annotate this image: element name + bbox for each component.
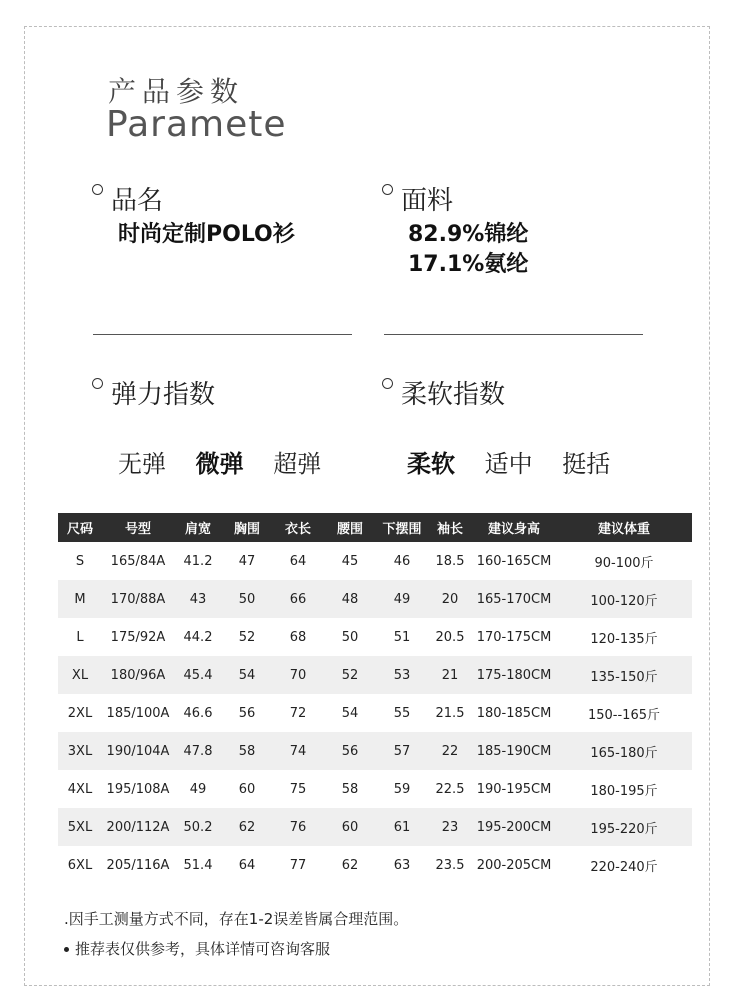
size-table-cell: 195-200CM: [472, 808, 556, 846]
fabric-value: 17.1%氨纶: [408, 252, 529, 277]
size-table-cell: 100-120斤: [556, 580, 692, 618]
page-title-en: Paramete: [106, 104, 287, 145]
size-table-cell: 75: [289, 781, 307, 797]
size-table-cell: 45.4: [174, 656, 222, 694]
size-table-cell: 77: [289, 857, 307, 873]
size-table-cell: 62: [222, 808, 272, 846]
size-table-cell: 68: [289, 629, 307, 645]
size-table-row: [58, 846, 692, 884]
size-table-cell: 22.5: [435, 781, 465, 797]
column-header: 建议身高: [472, 513, 556, 542]
size-table-cell: 21.5: [435, 705, 465, 721]
size-table-row: [58, 656, 692, 694]
size-table-cell: M: [58, 580, 102, 618]
size-table-cell: 56: [324, 732, 376, 770]
size-table-row: [58, 770, 692, 808]
size-table-cell: 200/112A: [102, 808, 174, 846]
circle-bullet-icon: [382, 378, 393, 389]
size-table-cell: 61: [376, 808, 428, 846]
size-table-cell: 45: [341, 553, 359, 569]
column-header: 号型: [102, 513, 174, 542]
size-table-cell: 175/92A: [110, 629, 166, 645]
elasticity-option-selected: 微弹: [195, 450, 244, 478]
size-table-cell: 49: [376, 580, 428, 618]
size-table-cell: 44.2: [183, 629, 213, 645]
spec-name-label: 品名: [111, 186, 164, 216]
note-reference: [64, 938, 330, 959]
size-table-cell: 64: [238, 857, 256, 873]
size-table-cell: 56: [238, 705, 256, 721]
size-table-cell: 135-150斤: [556, 656, 692, 694]
divider: [93, 334, 352, 335]
size-table-cell: 23.5: [435, 857, 465, 873]
size-table-cell: 185/100A: [106, 705, 170, 721]
size-table-cell: 72: [289, 705, 307, 721]
size-table-cell: 180-195斤: [590, 783, 658, 799]
size-table-cell: 3XL: [58, 732, 102, 770]
spec-name-value: 时尚定制POLO衫: [118, 222, 295, 247]
spec-softness: [382, 374, 505, 411]
size-table-cell: 57: [376, 732, 428, 770]
size-table-cell: 180/96A: [102, 656, 174, 694]
spec-fabric-values: [408, 220, 528, 280]
size-table-cell: 5XL: [58, 808, 102, 846]
size-table-cell: 220-240斤: [590, 859, 658, 875]
page-title-cn: 产品参数: [108, 75, 245, 108]
spec-name: [92, 180, 163, 217]
size-table-cell: 47.8: [174, 732, 222, 770]
size-table: [58, 513, 692, 884]
column-header: 尺码: [58, 513, 102, 542]
size-table-row: [58, 580, 692, 618]
size-table-cell: 23: [428, 808, 472, 846]
note-measurement: .因手工测量方式不同，存在1-2误差皆属合理范围。: [64, 910, 409, 928]
column-header: 腰围: [324, 513, 376, 542]
size-table-cell: 46: [393, 553, 411, 569]
size-table-cell: 20.5: [435, 629, 465, 645]
size-table-cell: 50.2: [174, 808, 222, 846]
column-header: 建议体重: [556, 513, 692, 542]
size-table-cell: 49: [189, 781, 207, 797]
circle-bullet-icon: [92, 378, 103, 389]
size-table-cell: 55: [393, 705, 411, 721]
circle-bullet-icon: [92, 184, 103, 195]
spec-elasticity: [92, 374, 215, 411]
size-table-cell: XL: [58, 656, 102, 694]
size-table-cell: 50: [222, 580, 272, 618]
size-table-cell: 2XL: [67, 705, 93, 721]
elasticity-option: 无弹: [118, 450, 166, 478]
size-table-cell: 205/116A: [106, 857, 170, 873]
size-table-cell: 195/108A: [106, 781, 170, 797]
size-table-cell: 53: [376, 656, 428, 694]
size-table-cell: 54: [222, 656, 272, 694]
size-table-cell: 165-180斤: [556, 732, 692, 770]
size-table-cell: 46.6: [183, 705, 213, 721]
elasticity-option: 超弹: [273, 450, 322, 478]
size-table-cell: 50: [341, 629, 359, 645]
size-table-cell: 120-135斤: [590, 631, 658, 647]
softness-option-selected: 柔软: [407, 450, 455, 478]
size-table-cell: 64: [289, 553, 307, 569]
spec-fabric: [382, 180, 453, 217]
spec-elasticity-label: 弹力指数: [111, 380, 216, 410]
size-table-cell: 160-165CM: [476, 553, 552, 569]
size-table-cell: 18.5: [435, 553, 465, 569]
size-table-cell: 150--165斤: [587, 707, 660, 723]
size-table-cell: 20: [428, 580, 472, 618]
size-table-cell: 43: [174, 580, 222, 618]
size-table-cell: 60: [324, 808, 376, 846]
dot-bullet-icon: [64, 947, 69, 952]
column-header: 袖长: [428, 513, 472, 542]
size-table-cell: 170/88A: [102, 580, 174, 618]
size-table-cell: 74: [272, 732, 324, 770]
column-header: 肩宽: [174, 513, 222, 542]
size-table-cell: 175-180CM: [472, 656, 556, 694]
size-table-row: [58, 542, 692, 580]
size-table-cell: 47: [238, 553, 256, 569]
size-table-cell: 90-100斤: [594, 555, 654, 571]
divider: [384, 334, 643, 335]
circle-bullet-icon: [382, 184, 393, 195]
size-table-cell: 59: [393, 781, 411, 797]
size-table-cell: 70: [272, 656, 324, 694]
softness-option: 适中: [484, 450, 533, 478]
size-table-cell: 6XL: [67, 857, 93, 873]
size-table-cell: 165/84A: [110, 553, 166, 569]
size-table-cell: 60: [238, 781, 256, 797]
spec-fabric-label: 面料: [401, 186, 454, 216]
size-table-cell: 170-175CM: [476, 629, 552, 645]
size-table-row: [58, 808, 692, 846]
size-table-row: [58, 732, 692, 770]
size-table-cell: 76: [272, 808, 324, 846]
column-header: 胸围: [222, 513, 272, 542]
size-table-cell: 51.4: [183, 857, 213, 873]
size-table-cell: 190/104A: [102, 732, 174, 770]
fabric-value: 82.9%锦纶: [408, 222, 529, 247]
size-table-cell: L: [76, 629, 84, 645]
size-table-cell: 185-190CM: [472, 732, 556, 770]
elasticity-options: [118, 444, 343, 479]
size-table-row: [58, 694, 692, 732]
size-table-cell: 58: [222, 732, 272, 770]
size-table-cell: 22: [428, 732, 472, 770]
size-table-cell: 52: [324, 656, 376, 694]
size-table-cell: 66: [272, 580, 324, 618]
size-table-cell: 190-195CM: [476, 781, 552, 797]
size-table-cell: 51: [393, 629, 411, 645]
size-table-cell: 21: [428, 656, 472, 694]
column-header: 衣长: [272, 513, 324, 542]
size-table-cell: 62: [341, 857, 359, 873]
size-table-cell: 63: [393, 857, 411, 873]
size-table-row: [58, 618, 692, 656]
column-header: 下摆围: [376, 513, 428, 542]
size-table-cell: S: [75, 553, 85, 569]
softness-option: 挺括: [562, 450, 611, 478]
size-table-header-row: [58, 513, 692, 542]
size-table-cell: 58: [341, 781, 359, 797]
spec-softness-label: 柔软指数: [401, 380, 506, 410]
size-table-cell: 52: [238, 629, 256, 645]
size-table-cell: 4XL: [67, 781, 93, 797]
size-table-cell: 48: [324, 580, 376, 618]
size-table-cell: 54: [341, 705, 359, 721]
note-reference-text: 推荐表仅供参考，具体详情可咨询客服: [75, 940, 331, 958]
size-table-cell: 200-205CM: [476, 857, 552, 873]
size-table-cell: 195-220斤: [556, 808, 692, 846]
size-table-cell: 180-185CM: [476, 705, 552, 721]
size-table-cell: 41.2: [183, 553, 213, 569]
size-table-cell: 165-170CM: [472, 580, 556, 618]
softness-options: [407, 444, 632, 479]
